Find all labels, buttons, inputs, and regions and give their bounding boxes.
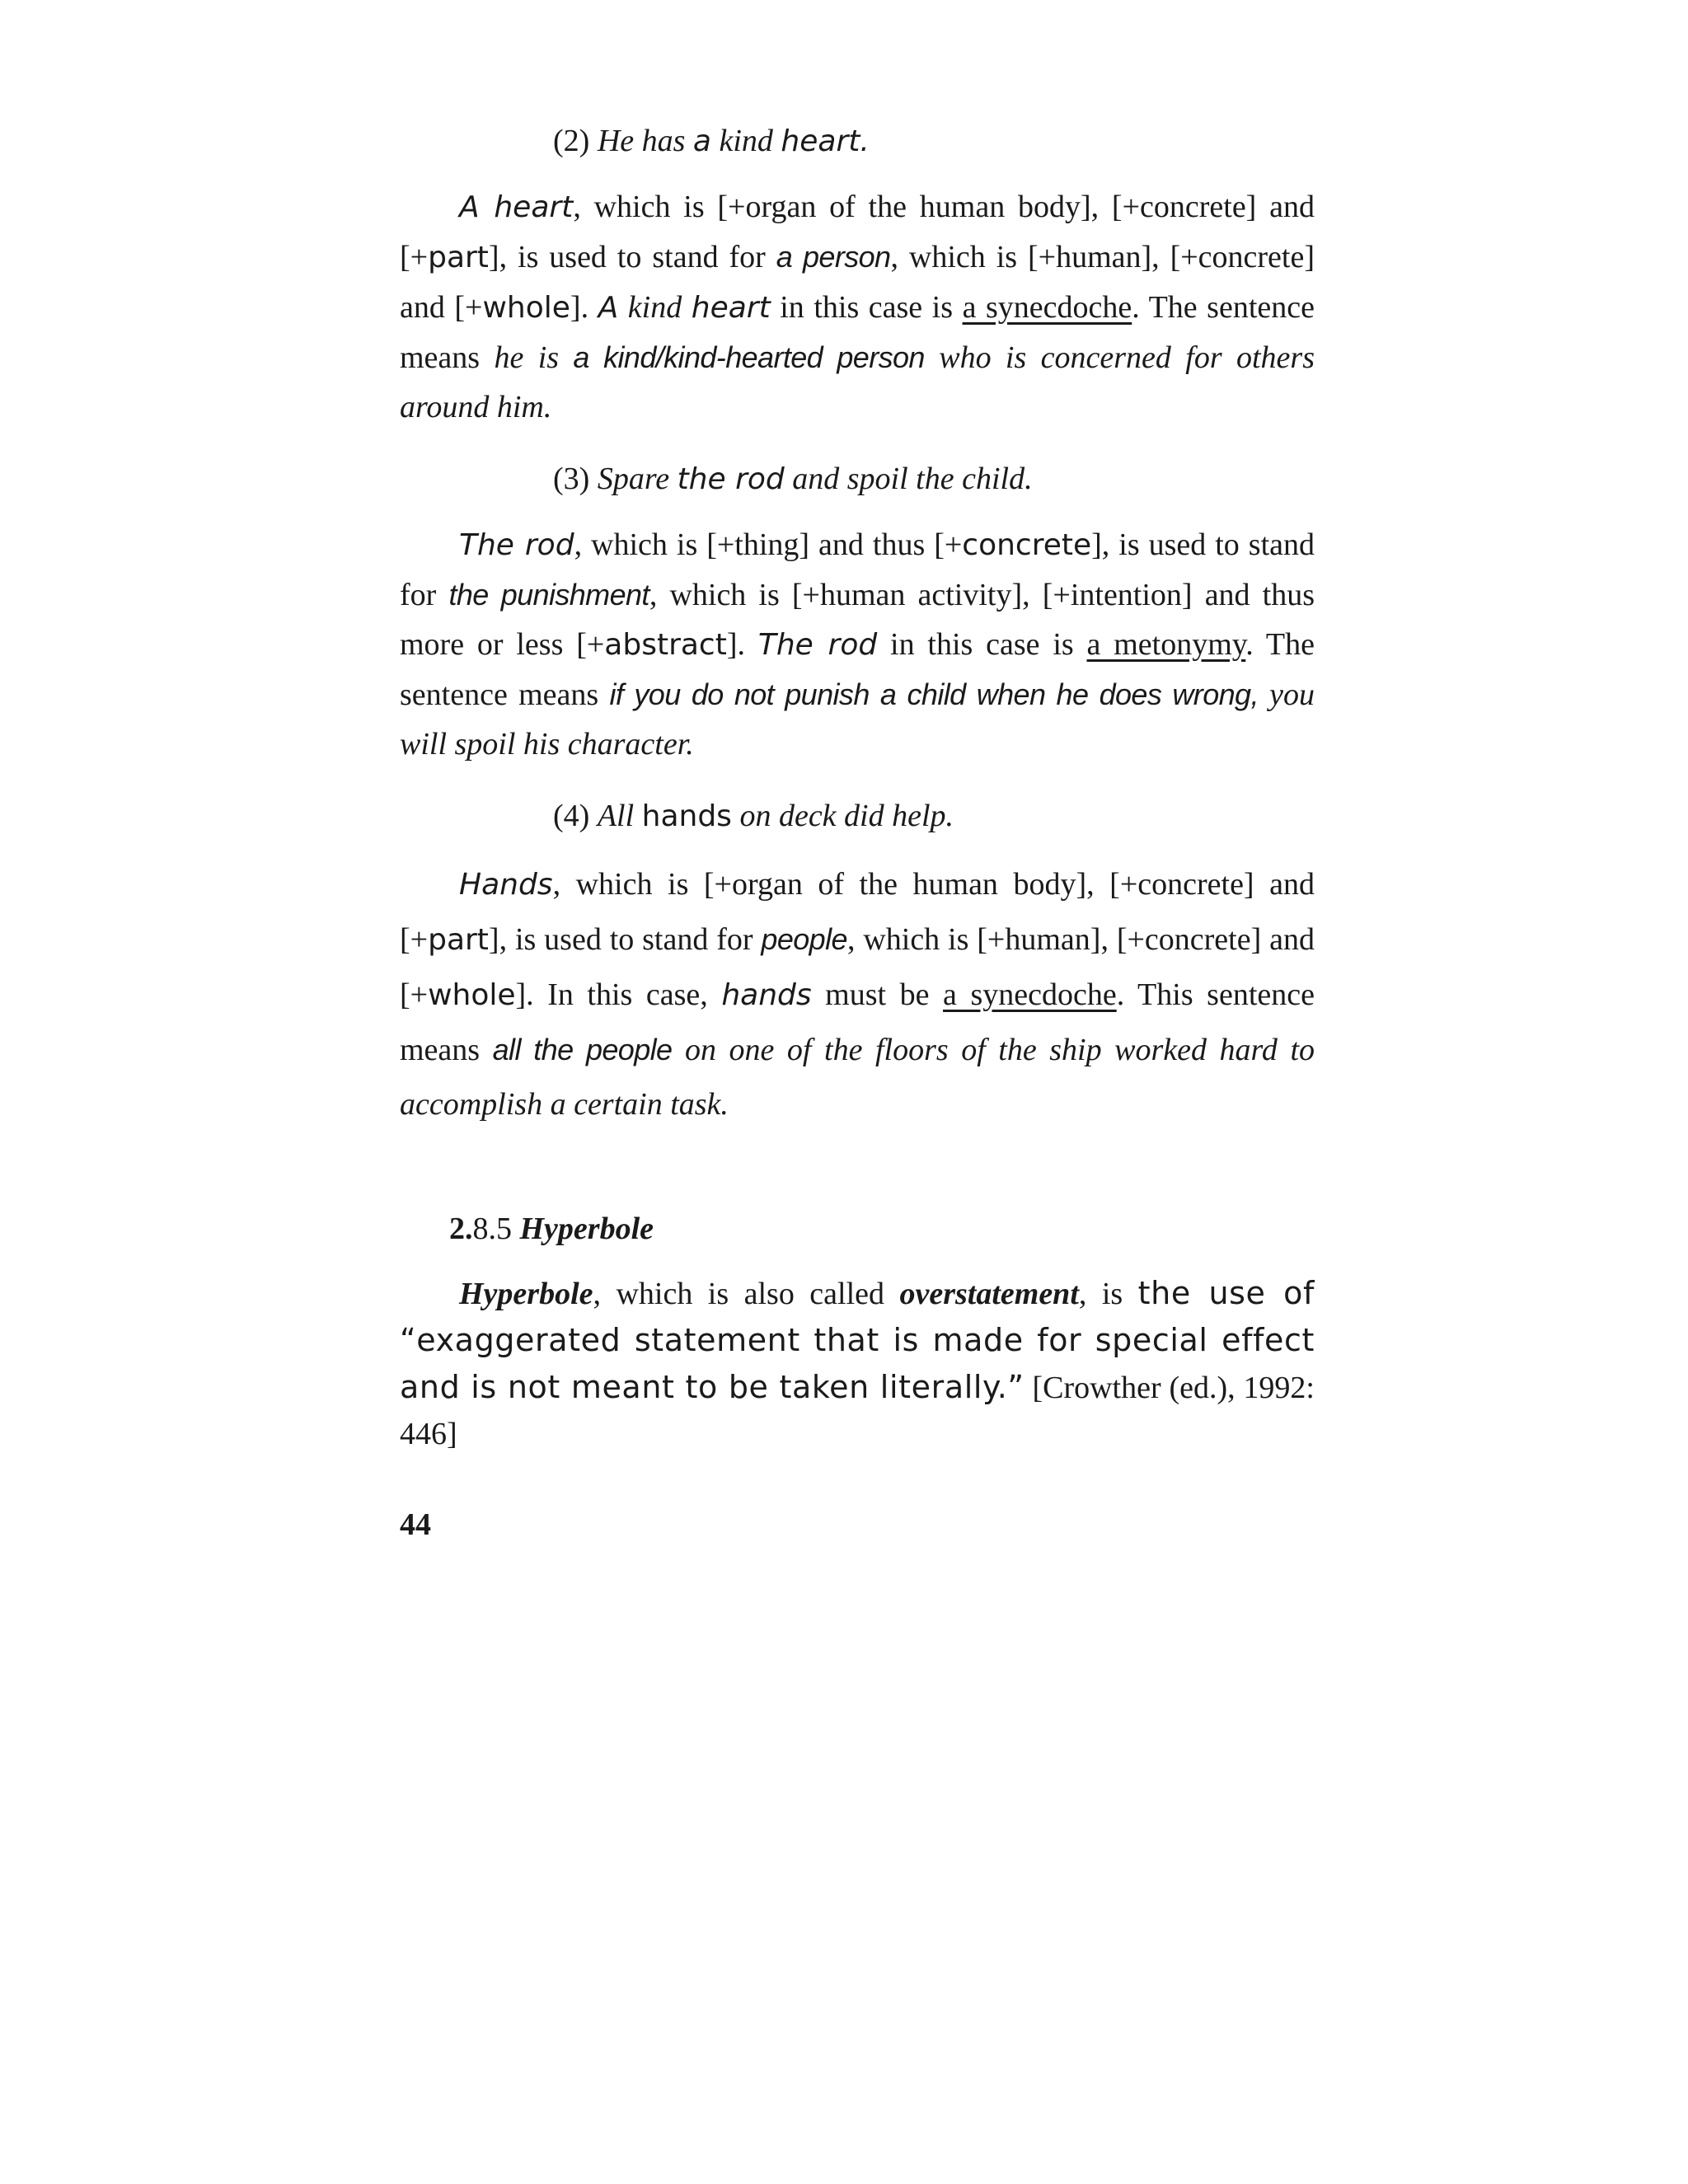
term: Hyperbole [459,1277,593,1311]
term: people [761,922,847,956]
example-text: heart. [781,124,870,158]
text: , is [1078,1277,1138,1311]
meaning: you will spoil his character. [400,677,1315,762]
text: , which is [+organ of the human body], [+concrete] and [+ [400,190,1315,274]
feature: concrete [962,528,1092,562]
example-text: He has [597,124,686,158]
section-number: 8.5 [472,1212,520,1246]
definition-paragraph [400,1270,1315,1457]
term: Hands [459,868,553,902]
example-3 [400,453,1315,505]
term: The rod [459,528,574,562]
text: ]. [570,290,598,325]
term: A [598,291,619,325]
example-text: hands [641,799,732,833]
page-number: 44 [400,1507,431,1542]
example-2 [400,115,1315,167]
meaning: a kind/kind-hearted person [573,340,925,374]
document-page [400,115,1315,1549]
meaning: if you do not punish a child when he does wrong, [609,677,1259,711]
text: . This sentence means [400,977,1315,1067]
section-title: Hyperbole [519,1212,654,1246]
text: ], is used to stand for [400,527,1315,612]
term: The rod [757,628,878,662]
text: in this case is [877,627,1087,662]
paragraph-hands [400,857,1315,1132]
quotation: the use of “exaggerated statement that is made for special effect and is not meant to be taken literally.” [400,1275,1315,1405]
text: . The sentence means [400,627,1315,712]
meaning: he is [494,340,574,375]
example-text: the rod [677,462,785,496]
text: , which is [+human], [+concrete] and [+ [400,922,1315,1012]
meaning: who is concerned for others around him. [400,340,1315,424]
citation: [Crowther (ed.), 1992: 446] [400,1371,1315,1451]
meaning: all the people [492,1033,673,1066]
text: , which is [+human], [+concrete] and [+ [400,240,1315,325]
meaning: on one of the floors of the ship worked hard to accomplish a certain task. [400,1033,1315,1122]
text: , which is also called [593,1277,900,1311]
term: kind [618,290,692,325]
example-text: on deck did help. [731,799,954,833]
figure-label: a metonymy [1086,627,1246,662]
example-number: (2) [553,124,590,158]
text: , which is [+thing] and thus [+ [574,527,963,562]
figure-label: a synecdoche [943,977,1117,1012]
feature: whole [482,291,570,325]
text: ]. [726,627,758,662]
example-number: (4) [553,799,590,833]
term: A heart [459,190,574,224]
example-text: kind [719,124,773,158]
text: ]. In this case, [515,977,722,1012]
term: overstatement [899,1277,1079,1311]
example-text: a [692,124,711,158]
example-4 [400,790,1315,842]
example-text: All [597,799,642,833]
text: , which is [+organ of the human body], [+concrete] and [+ [400,867,1315,957]
text: must be [811,977,944,1012]
feature: abstract [604,628,727,662]
text: in this case is [770,290,963,325]
section-number: 2. [449,1212,473,1246]
feature: part [428,241,489,274]
term: heart [691,291,771,325]
example-text: Spare [597,462,678,496]
example-number: (3) [553,462,590,496]
feature: whole [428,978,516,1012]
term: a person [776,240,891,274]
feature: part [428,923,489,957]
paragraph-rod [400,520,1315,769]
text: , which is [+human activity], [+intention] and thus more or less [+ [400,578,1315,662]
paragraph-heart [400,182,1315,432]
section-heading [400,1204,1315,1254]
figure-label: a synecdoche [962,290,1132,325]
text: . The sentence means [400,290,1315,375]
term: the punishment [448,578,649,612]
text: ], is used to stand for [488,922,762,957]
text: ], is used to stand for [488,240,776,274]
example-text: and spoil the child. [792,462,1033,496]
term: hands [721,978,812,1012]
